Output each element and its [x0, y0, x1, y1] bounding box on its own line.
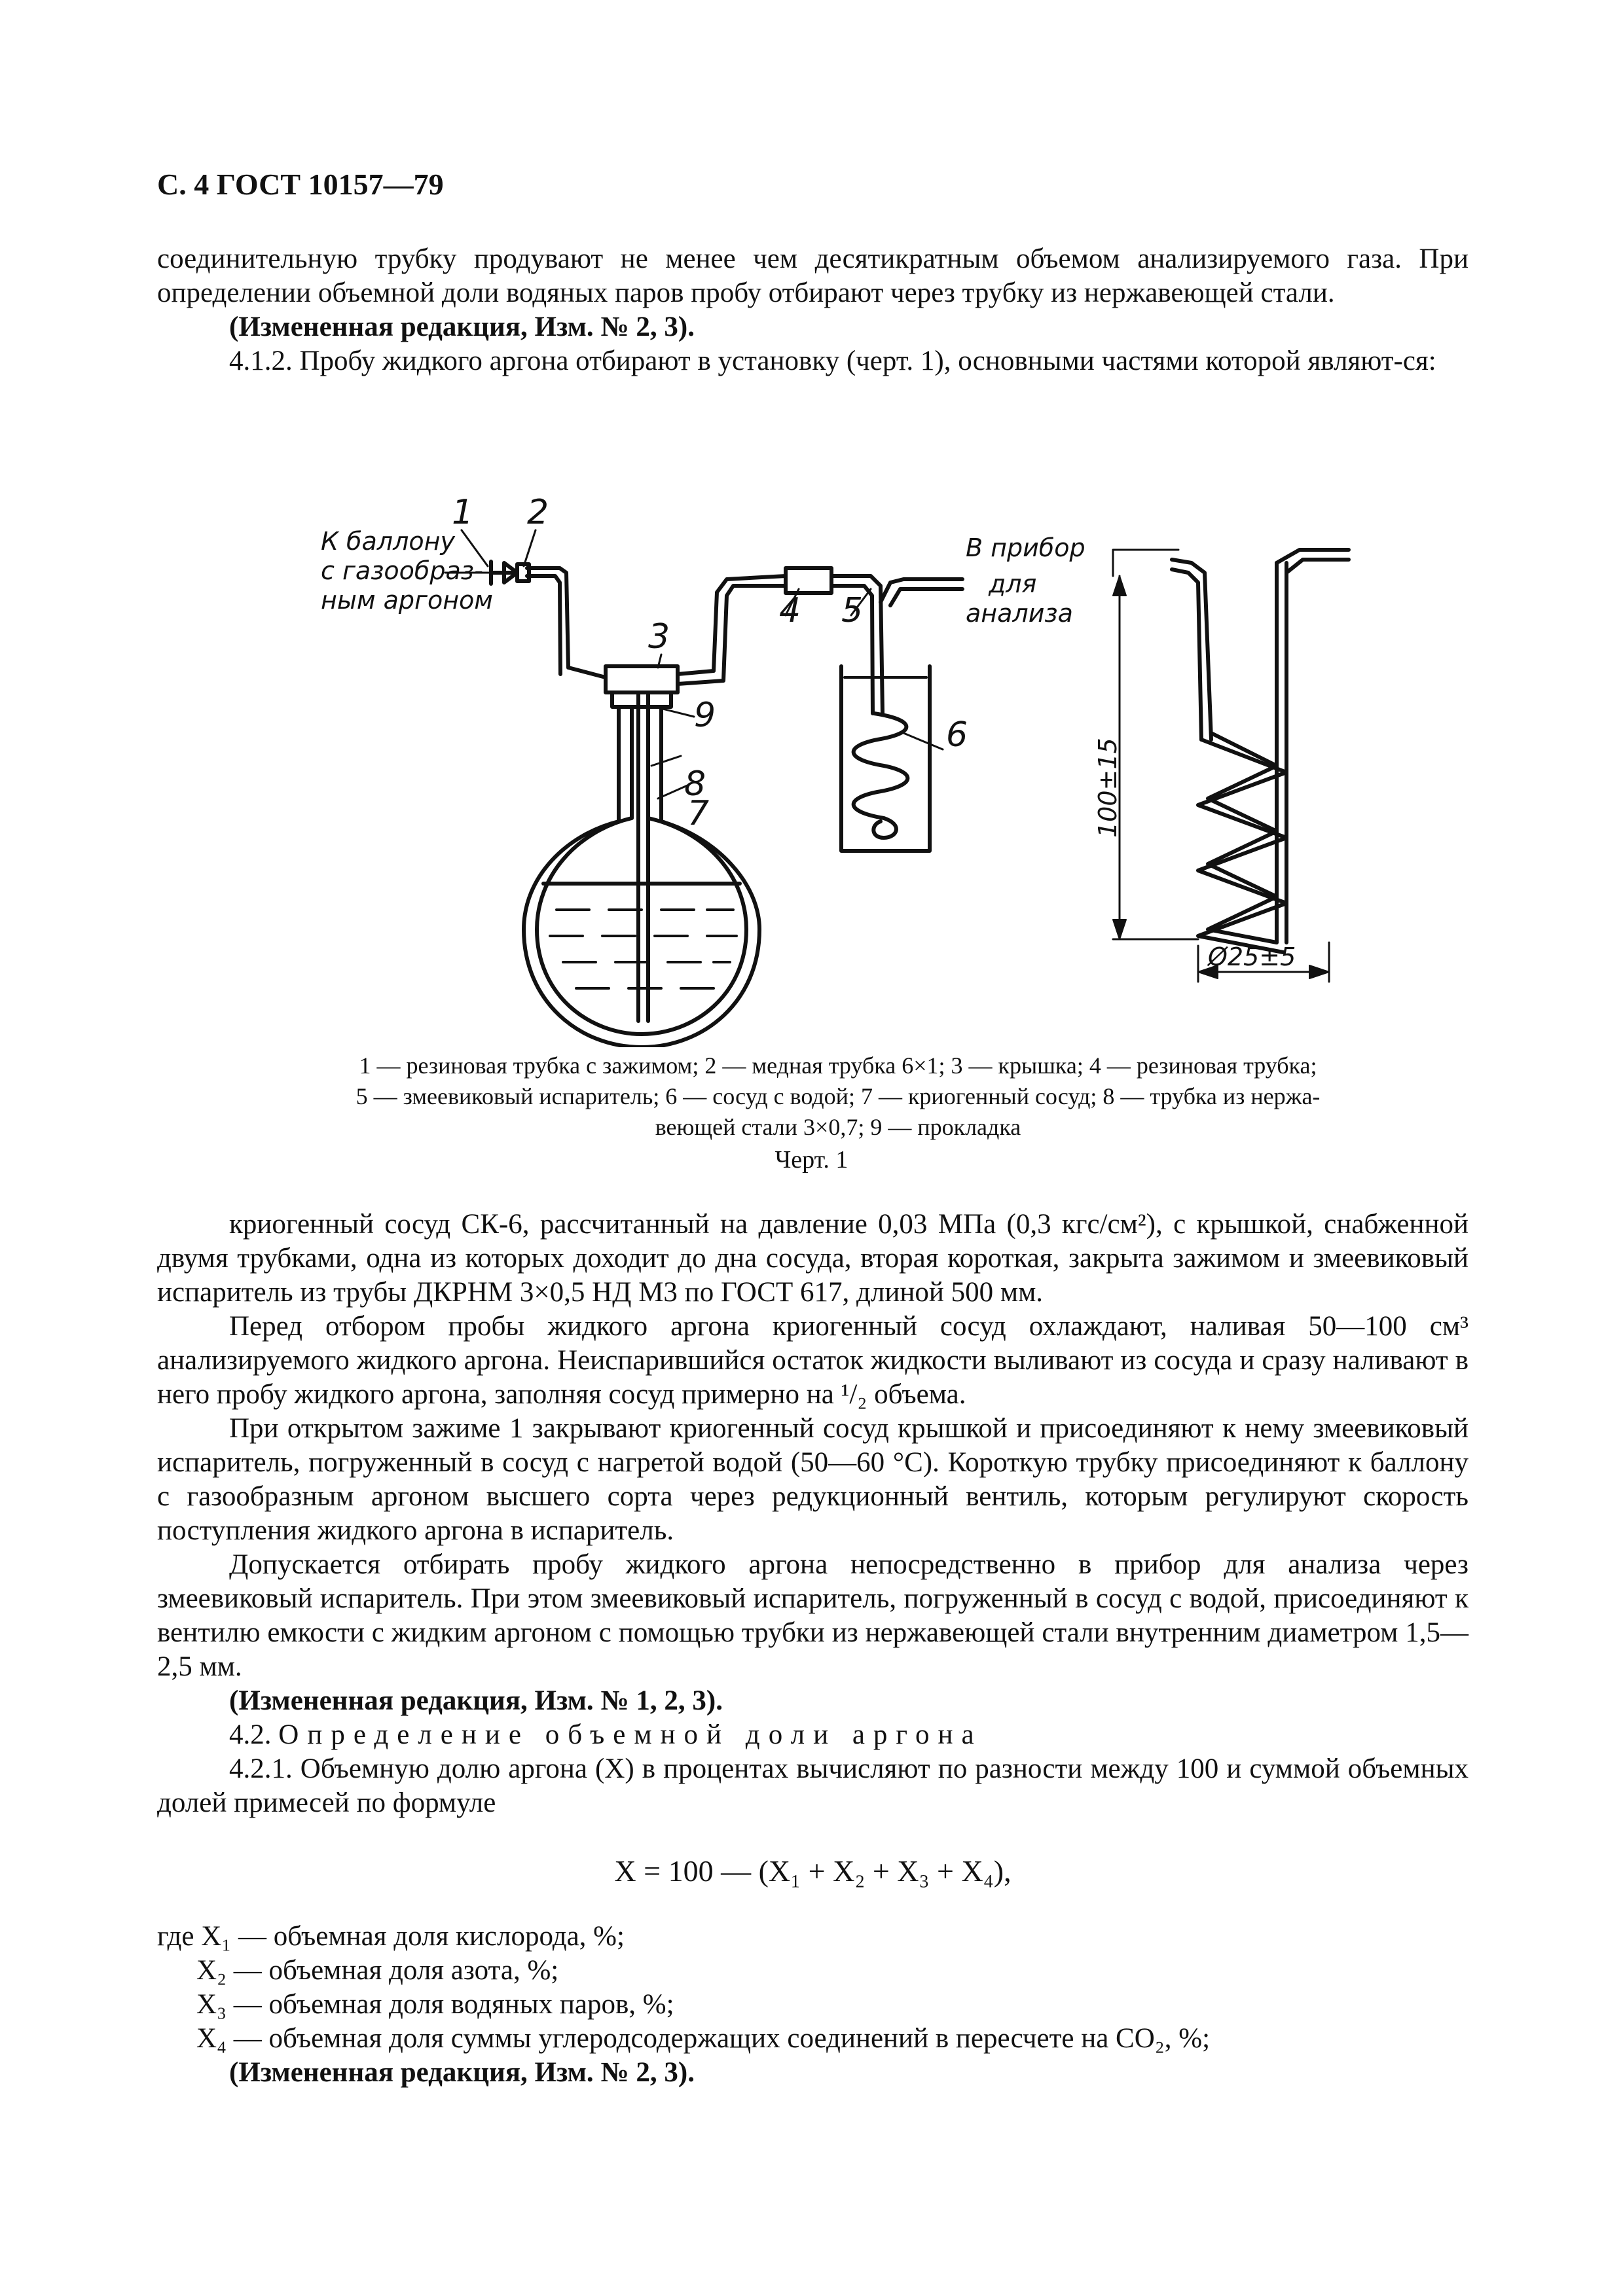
variable-list	[157, 1920, 1468, 2056]
formula: X = 100 — (X₁ + X₂ + X₃ + X₄),	[614, 1854, 1012, 1888]
paragraph: соединительную трубку продувают не менее чем десятикратным объемом анализируемого газа. При определении объемной доли водяных паров пробу отбирают через трубку из нержавеющей стали.	[157, 243, 1468, 308]
svg-text:ным аргоном: ным аргоном	[321, 586, 493, 615]
paragraph: Перед отбором пробы жидкого аргона криогенный сосуд охлаждают, наливая 50—100 см³ анализируемого жидкого аргона. Неиспарившийся остаток жидкости выливают из сосуда и сразу наливают в него пробу жидкого аргона, заполняя сосуд примерно на ¹/₂ объема.	[157, 1311, 1468, 1410]
paragraph: 4.1.2. Пробу жидкого аргона отбирают в установку (черт. 1), основными частями которой являют-ся:	[229, 346, 1436, 376]
paragraph: При открытом зажиме 1 закрывают криогенный сосуд крышкой и присоединяют к нему змеевиковый испаритель, погруженный в сосуд с нагретой водой (50—60 °С). Короткую трубку присоединяют к баллону с газообразным аргоном высшего сорта через редукционный вентиль, которым регулируют скорость поступления жидкого аргона в испаритель.	[157, 1413, 1468, 1546]
callout-1: 1	[452, 493, 474, 532]
paragraph: Допускается отбирать пробу жидкого аргона непосредственно в прибор для анализа через змеевиковый испаритель. При этом змеевиковый испаритель, погруженный в сосуд с водой, присоединяют к вентилю емкости с жидким аргоном с помощью трубки из нержавеющей стали внутренним диаметром 1,5—2,5 мм.	[157, 1549, 1468, 1682]
dimension-height-label: 100±15	[1093, 738, 1122, 838]
page-header: С. 4 ГОСТ 10157—79	[157, 168, 444, 201]
lid	[606, 666, 678, 692]
figure-caption: Черт. 1	[775, 1146, 848, 1174]
callout-5: 5	[841, 591, 864, 630]
bottom-text-block	[157, 1208, 1468, 2090]
coil-evaporator	[854, 713, 908, 838]
callout-3: 3	[648, 617, 670, 656]
variable-definition: где X₁ — объемная доля кислорода, %;	[157, 1921, 625, 1952]
figure-legend: 1 — резиновая трубка с зажимом; 2 — медная трубка 6×1; 3 — крышка; 4 — резиновая трубка; 5 — змеевиковый испаритель; 6 — сосуд с водой; 7 — криогенный сосуд; 8 — трубка из нержа- веющей стали 3×0,7; 9 — прокладка	[356, 1052, 1321, 1140]
amendment-note: (Измененная редакция, Изм. № 2, 3).	[229, 312, 695, 342]
water-vessel	[841, 666, 930, 851]
variable-definition: X₃ — объемная доля водяных паров, %;	[196, 1989, 674, 2020]
callout-7: 7	[687, 794, 710, 833]
svg-text:с газообраз-: с газообраз-	[321, 556, 483, 585]
amendment-note: (Измененная редакция, Изм. № 2, 3).	[229, 2057, 695, 2088]
rubber-tube	[786, 568, 831, 593]
variable-definition: X₄ — объемная доля суммы углеродсодержащих соединений в пересчете на СО₂, %;	[196, 2023, 1211, 2054]
callout-8: 8	[684, 764, 706, 804]
paragraph: 4.2.1. Объемную долю аргона (X) в процентах вычисляют по разности между 100 и суммой объемных долей примесей по формуле	[157, 1753, 1468, 1818]
svg-text:анализа: анализа	[966, 599, 1073, 628]
paragraph: криогенный сосуд СК-6, рассчитанный на давление 0,03 МПа (0,3 кгс/см²), с крышкой, снабженной двумя трубками, одна из которых доходит до дна сосуда, вторая короткая, закрыта зажимом и змеевиковый испаритель из трубы ДКРНМ 3×0,5 НД М3 по ГОСТ 617, длиной 500 мм.	[157, 1209, 1468, 1308]
top-text-block	[157, 242, 1468, 378]
label-to-instrument: В прибор	[966, 533, 1085, 562]
callout-9: 9	[694, 696, 716, 735]
coil-detail	[1172, 560, 1211, 740]
callout-2: 2	[527, 493, 549, 532]
clamp	[491, 562, 517, 584]
dimension-diameter-label: Ø25±5	[1208, 942, 1296, 971]
apparatus-diagram	[0, 458, 1623, 1047]
copper-tube	[527, 568, 606, 677]
section-heading: 4.2. Определение объемной доли аргона	[229, 1719, 983, 1750]
label-to-cylinder: К баллону	[321, 527, 455, 556]
callout-6: 6	[946, 715, 968, 755]
figure-drawing	[0, 458, 1623, 1047]
svg-text:для: для	[989, 569, 1037, 598]
callout-4: 4	[779, 591, 801, 630]
variable-definition: X₂ — объемная доля азота, %;	[196, 1955, 559, 1986]
amendment-note: (Измененная редакция, Изм. № 1, 2, 3).	[229, 1685, 723, 1716]
cryogenic-flask	[537, 707, 746, 1034]
